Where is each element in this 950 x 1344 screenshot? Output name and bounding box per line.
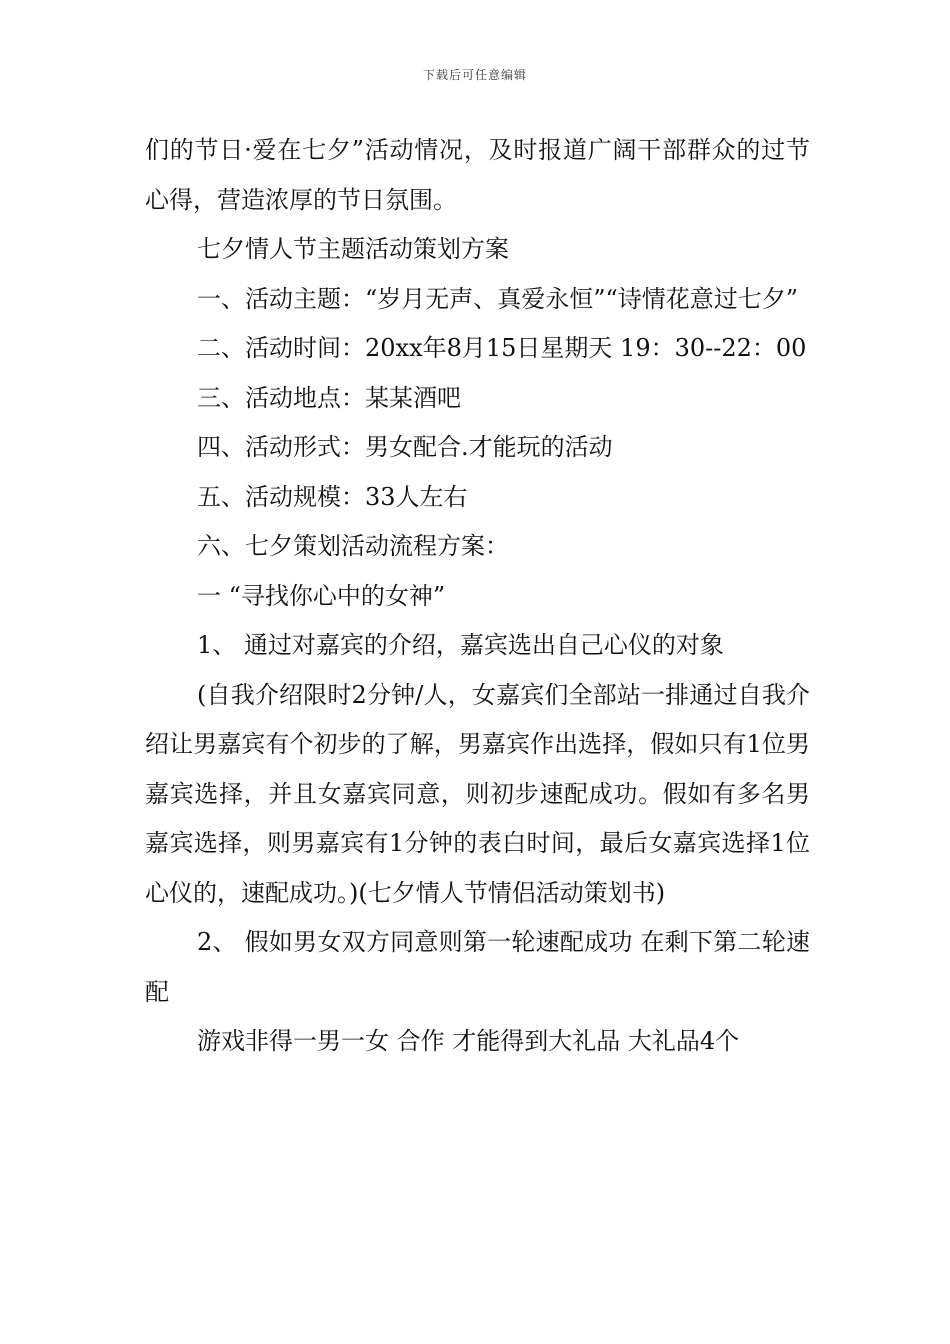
paragraph-6: 四、活动形式：男女配合.才能玩的活动 xyxy=(197,433,613,461)
paragraph-7: 五、活动规模：33人左右 xyxy=(197,482,468,511)
paragraph-12: 2、 假如男女双方同意则第一轮速配成功 在剩下第二轮速配 xyxy=(145,928,810,1006)
paragraph-10: 1、 通过对嘉宾的介绍，嘉宾选出自己心仪的对象 xyxy=(197,631,724,659)
paragraph-8: 六、七夕策划活动流程方案： xyxy=(197,532,509,560)
paragraph-3: 一、活动主题：“岁月无声、真爱永恒”“诗情花意过七夕” xyxy=(197,284,799,313)
paragraph-11: (自我介绍限时2分钟/人，女嘉宾们全部站一排通过自我介绍让男嘉宾有个初步的了解，男嘉宾作出选择，假如只有1位男嘉宾选择，并且女嘉宾同意，则初步速配成功。假如有多名男嘉宾选择，则男嘉宾有1分钟的表白时间，最后女嘉宾选择1位心仪的，速配成功。)(七夕情人节情侣活动策划书) xyxy=(145,680,810,907)
paragraph-13: 游戏非得一男一女 合作 才能得到大礼品 大礼品4个 xyxy=(197,1027,740,1055)
paragraph-1: 们的节日·爱在七夕”活动情况，及时报道广阔干部群众的过节心得，营造浓厚的节日氛围。 xyxy=(145,136,810,214)
document-body xyxy=(145,126,810,1067)
paragraph-2: 七夕情人节主题活动策划方案 xyxy=(197,235,509,263)
paragraph-5: 三、活动地点：某某酒吧 xyxy=(197,383,461,412)
page-header: 下载后可任意编辑 xyxy=(422,68,527,82)
paragraph-9: 一 “寻找你心中的女神” xyxy=(197,581,446,610)
paragraph-4: 二、活动时间：20xx年8月15日星期天 19：30--22：00 xyxy=(197,334,807,362)
